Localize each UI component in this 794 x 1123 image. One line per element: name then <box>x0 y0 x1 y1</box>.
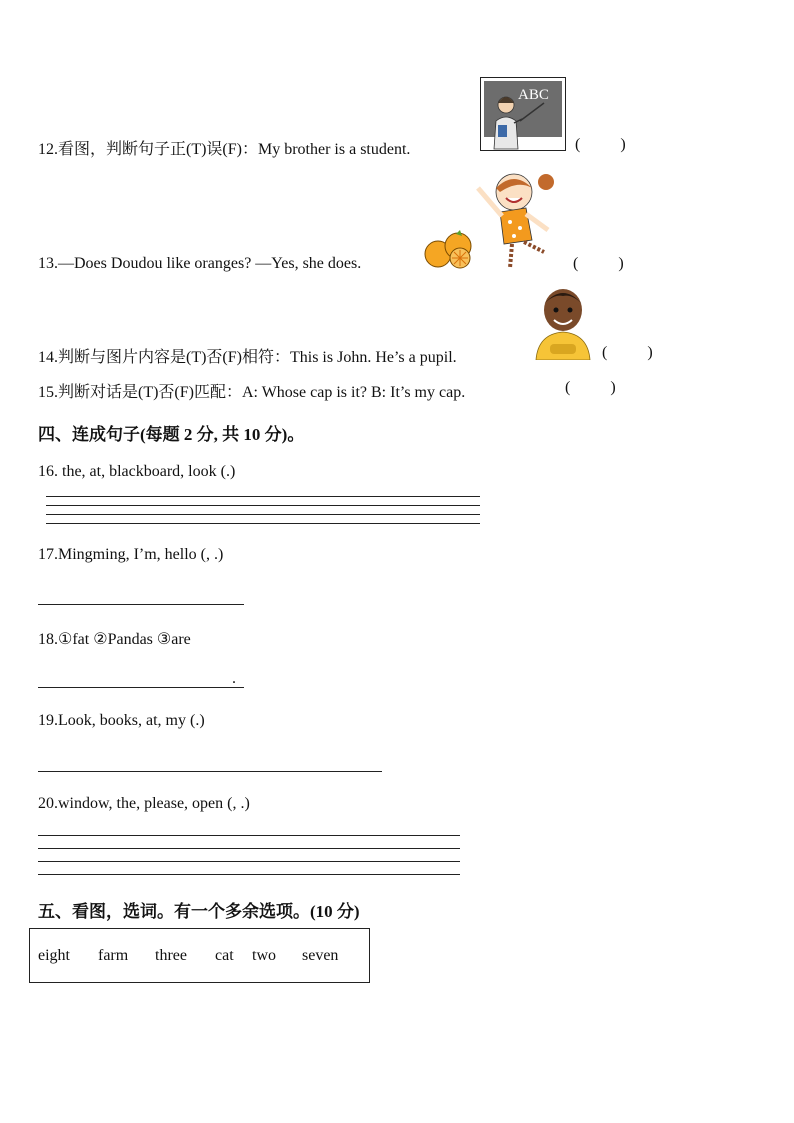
question-14-answer-bracket[interactable]: ( ) <box>602 344 653 361</box>
question-15-text: 15.判断对话是(T)否(F)匹配：A: Whose cap is it? B: It’s my cap. <box>38 384 466 401</box>
question-18-end-mark: . <box>232 670 236 687</box>
question-20-writing-lines[interactable] <box>38 830 460 876</box>
boy-john-picture <box>532 286 594 360</box>
question-19-answer-line[interactable] <box>38 771 382 772</box>
question-19-text: 19.Look, books, at, my (.) <box>38 712 205 729</box>
word-option-three[interactable]: three <box>155 947 187 964</box>
question-15-answer-bracket[interactable]: ( ) <box>565 379 616 396</box>
writing-line <box>38 835 460 836</box>
question-13-text: 13.—Does Doudou like oranges? —Yes, she does. <box>38 255 362 272</box>
picture-abc-text: ABC <box>518 87 549 103</box>
question-16-writing-lines[interactable] <box>46 490 480 526</box>
question-17-answer-line[interactable] <box>38 604 244 605</box>
section-4-heading: 四、连成句子(每题 2 分, 共 10 分)。 <box>38 425 305 444</box>
word-option-farm[interactable]: farm <box>98 947 129 964</box>
question-18-answer-line[interactable] <box>38 687 244 688</box>
question-14-text: 14.判断与图片内容是(T)否(F)相符：This is John. He’s a pupil. <box>38 349 457 366</box>
question-20-text: 20.window, the, please, open (, .) <box>38 795 250 812</box>
writing-line <box>46 514 480 515</box>
question-18-text: 18.①fat ②Pandas ③are <box>38 631 191 648</box>
question-17-text: 17.Mingming, I’m, hello (, .) <box>38 546 224 563</box>
section-5-heading: 五、看图，选词。有一个多余选项。(10 分) <box>38 902 360 921</box>
teacher-blackboard-picture <box>480 77 566 151</box>
question-12-text: 12.看图，判断句子正(T)误(F)：My brother is a student. <box>38 141 411 158</box>
question-13-answer-bracket[interactable]: ( ) <box>573 255 624 272</box>
word-option-seven[interactable]: seven <box>302 947 339 964</box>
word-option-two[interactable]: two <box>252 947 276 964</box>
word-option-cat[interactable]: cat <box>215 947 234 964</box>
writing-line <box>46 505 480 506</box>
writing-line <box>38 848 460 849</box>
writing-line <box>46 496 480 497</box>
writing-line <box>46 523 480 524</box>
writing-line <box>38 874 460 875</box>
girl-with-oranges-picture <box>422 166 564 272</box>
word-option-eight[interactable]: eight <box>38 947 70 964</box>
writing-line <box>38 861 460 862</box>
question-12-answer-bracket[interactable]: ( ) <box>575 136 626 153</box>
word-bank-box <box>29 928 370 983</box>
question-16-text: 16. the, at, blackboard, look (.) <box>38 463 236 480</box>
